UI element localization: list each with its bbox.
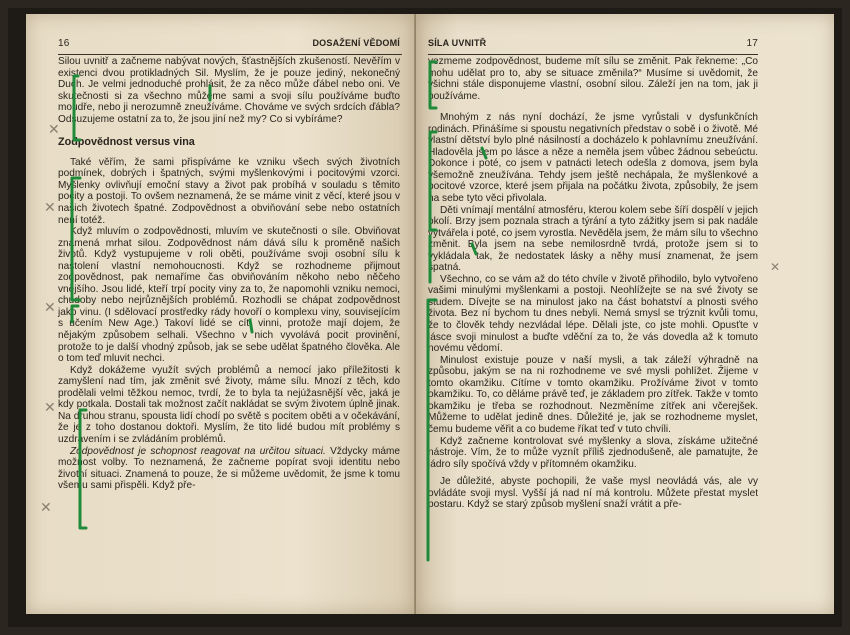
right-paragraph-5: Minulost existuje pouze v naší mysli, a tak záleží výhradně na způsobu, jakým se na ni rozhodneme ve své mysli pohlížet. Žijeme v tomto okamžiku. Cítíme v tomto okamžiku. Prožíváme život v tomto okamžiku. To, co děláme právě teď, je základem pro zítřek. Takže v tomto okamžiku je třeba se rozhodnout. Nezměníme zítřek ani včerejšek. Můžeme to udělat jedině dnes. Důležité je, jak se rozhodneme myslet, čemu budeme věřit a co budeme říkat teď v tuto chvíli. [428,354,758,435]
right-paragraph-4: Všechno, co se vám až do této chvíle v životě přihodilo, bylo vytvořeno vašimi minulými myšlenkami a postoji. Neohlížejte se na své životy se studem. Dívejte se na minulost jako na část bohatství a plnosti svého života. Bez ní bychom tu dnes nebyli. Nemá smysl se trýznit kvůli tomu, že to člověk tehdy nezvládal lépe. Dělali jste, co jste mohli. Opusťte v lásce svoji minulost a buďte vděční za to, že vás dovedla až k tomuto novému vědomí. [428,273,758,355]
left-paragraph-5-rest: Vždycky máme možnost volby. To neznamená, že začneme popírat svoji identitu nebo životní situaci. Znamená to pouze, že si můžeme uvědomit, že jsme k tomu všemu sami přispěli. Když pře- [58,445,401,492]
pencil-mark-2: ✕ [44,200,56,216]
pencil-mark-1: ✕ [48,122,60,138]
right-running-head-title: SÍLA UVNITŘ [428,38,487,48]
left-paragraph-3: Když mluvím o zodpovědnosti, mluvím ve skutečnosti o síle. Obviňovat znamená mrhat silou. Zodpovědnost nám dává sílu k proměně našich životů. Když vystupujeme v roli oběti, používáme svoji osobní sílu k nastolení vlastní nemohoucnosti. Když se rozhodneme přijmout zodpovědnost, pak nemaříme čas obviňováním někoho nebo něčeho vnějšího. Jsou lidé, kteří trpí pocity viny za to, že napomohli vzniku nemoci, chudoby nebo nejrůznějších problémů. Rozhodli se chápat zodpovědnost jako vinu. (I sdělovací prostředky rády hovoří o komplexu viny, souvisejícím s učením New Age.) Takoví lidé se cítí vinni, protože mají dojem, že nějakým způsobem selhali. Všechno v nich vyvolává pocit provinění, protože to je další vhodný způsob, jak se sebe udělat špatného člověka. Ale o tom teď mluvit nechci. [58,226,400,365]
left-paragraph-4: Když dokážeme využít svých problémů a nemocí jako příležitosti k zamyšlení nad tím, jak změnit své životy, máme sílu. Mnozí z těch, kdo prodělali velmi těžkou nemoc, tvrdí, že to byla ta nejúžasnější věc, jaká je kdy potkala. Dostali tak možnost začít nakládat se svým životem úplně jinak. Na druhou stranu, spousta lidí chodí po světě s pocitem oběti a v očekávání, že je z toho dostanou doktoři. Myslím, že tito lidé budou mít problémy s uzdravením i se zvládáním problémů. [58,364,400,445]
left-paragraph-5 [58,446,400,492]
pencil-mark-6: ✕ [770,260,781,274]
right-running-head [428,38,758,52]
pencil-mark-4: ✕ [44,400,56,416]
pencil-mark-3: ✕ [44,300,56,316]
left-page [26,14,414,614]
left-body-text [58,56,400,492]
left-paragraph-5-italic: Zodpovědnost je schopnost reagovat na určitou situaci. [70,445,326,457]
left-running-head-title: DOSAŽENÍ VĚDOMÍ [312,38,400,48]
left-running-head [58,38,400,52]
right-page [416,14,834,614]
right-paragraph-7: Je důležité, abyste pochopili, že vaše mysl neovládá vás, ale vy ovládáte svoji mysl. Vyšší já nad ní má kontrolu. Můžete přestat myslet postaru. Když se starý způsob myšlení snaží vrátit a pře- [428,476,758,511]
right-paragraph-2: Mnohým z nás nyní dochází, že jsme vyrůstali v dysfunkčních rodinách. Přinášíme si spoustu negativních představ o sobě i o životě. Mé vlastní dětství bylo plné násilností a docházelo k pohlavnímu zneužívání. Hladověla jsem po lásce a něze a neměla jsem vůbec žádnou sebeúctu. Dokonce i poté, co jsem v patnácti letech odešla z domova, jsem byla všemožně zneužívána. Tehdy jsem ještě nechápala, že myšlenkové a pocitové vzorce, které jsem přijala na počátku života, způsobily, že jsem na sebe tyto věci přivolala. [428,112,758,205]
right-paragraph-3: Děti vnímají mentální atmosféru, kterou kolem sebe šíří dospělí v jejich okolí. Brzy jsem poznala strach a týrání a tyto zážitky jsem si pak nadále vytvářela i poté, co jsem vyrostla. Nevěděla jsem, že mám sílu to všechno změnit. Byla jsem na sebe nemilosrdně tvrdá, protože jsem si to vykládala tak, že nedostatek lásky a něhy musí znamenat, že jsem špatná. [428,204,758,274]
right-page-number: 17 [746,38,758,49]
pencil-mark-5: ✕ [40,500,52,516]
left-section-heading: Zodpovědnost versus vina [58,136,195,149]
right-paragraph-6: Když začneme kontrolovat své myšlenky a slova, získáme užitečné nástroje. Vím, že to může vyznít příliš zjednodušeně, ale pamatujte, že jádro síly spočívá vždy v přítomném okamžiku. [428,435,758,470]
right-body-text [428,56,758,511]
right-head-rule [428,54,758,55]
left-paragraph-1: Silou uvnitř a začneme nabývat nových, šťastnějších zkušeností. Nevěřím v existenci dvou protikladných Sil. Myslím, že je pouze jediný, nekonečný Duch. Je velmi jednoduché prohlásit, že za něco může ďábel nebo oni. Ve skutečnosti si za všechno můžeme sami a svoji sílu používáme buďto moudře, nebo ji nerozumně zneužíváme. Chováme ve svých srdcích ďábla? Odsuzujeme ostatní za to, že jsou jiní než my? Co si vybíráme? [58,56,400,125]
left-page-number: 16 [58,38,70,49]
left-head-rule [58,54,402,55]
right-paragraph-1: vezmeme zodpovědnost, budeme mít sílu se změnit. Pak řekneme: „Co mohu udělat pro to, aby se situace změnila?“ Musíme si uvědomit, že všichni stále disponujeme vlastní, osobní silou. Záleží jen na tom, jak ji používáme. [428,56,758,102]
left-paragraph-2: Také věřím, že sami přispíváme ke vzniku všech svých životních podmínek, dobrých i špatných, svými myšlenkovými i pocitovými vzorci. Myšlenky ovlivňují emoční stavy a život pak probíhá v souladu s těmito pocity a postoji. To ovšem neznamená, že se máme vinit z věcí, které jsou v našich životech špatné. Zodpovědnost a obviňování sebe nebo ostatních není totéž. [58,156,400,226]
